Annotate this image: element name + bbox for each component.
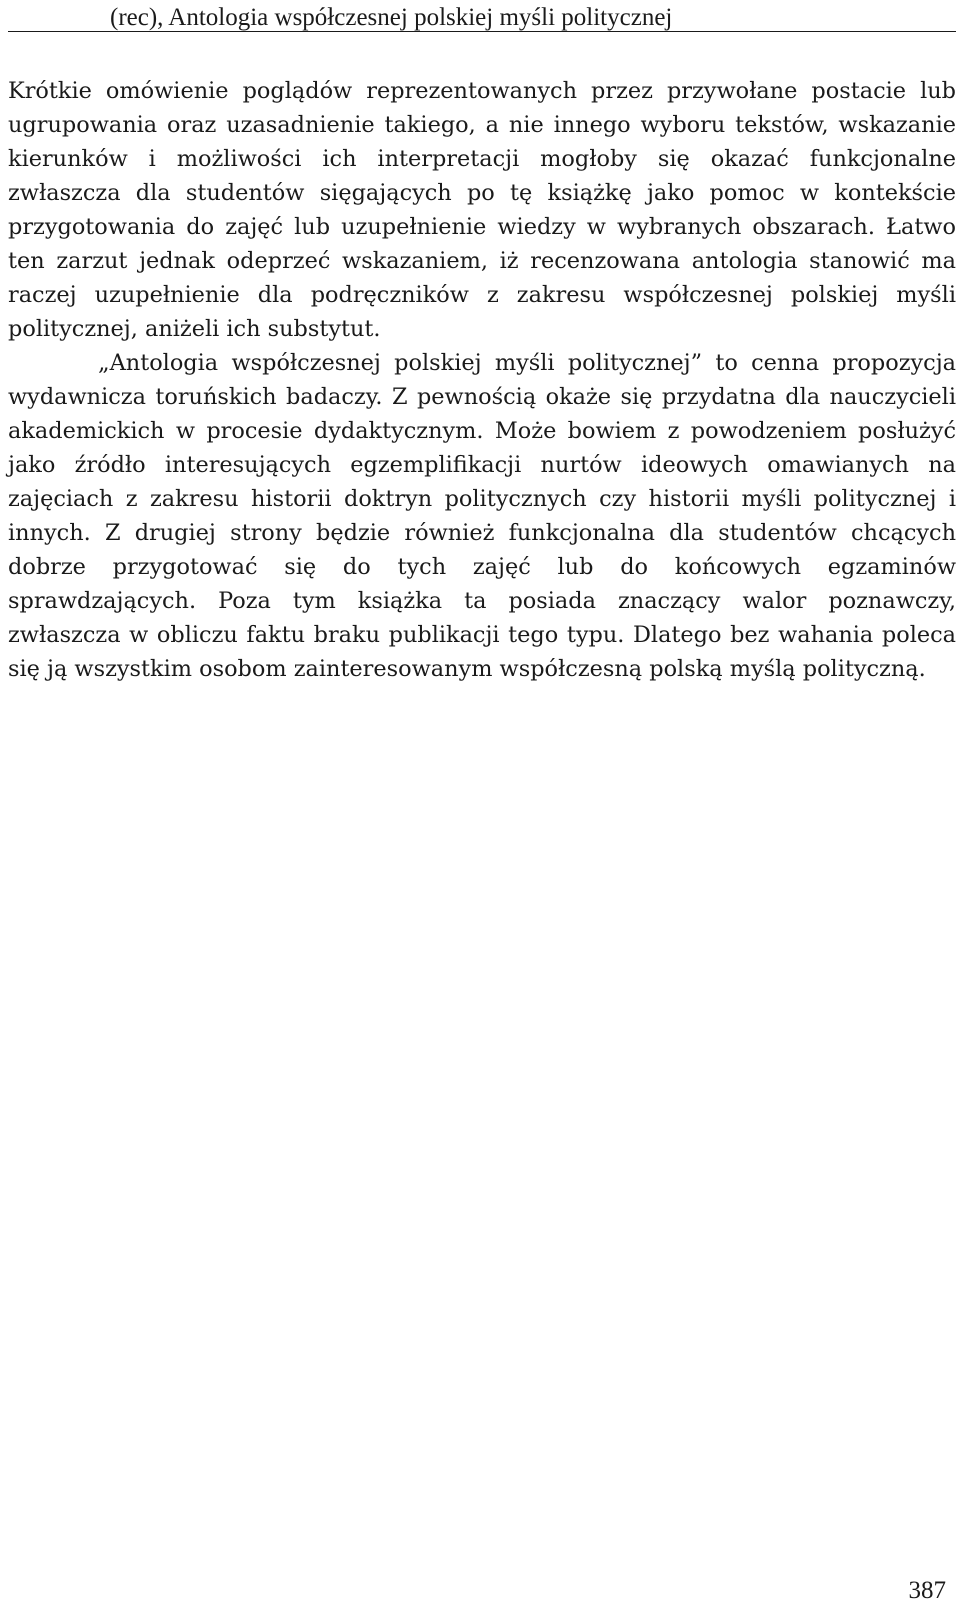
running-header — [8, 2, 956, 36]
paragraph-2: „Antologia współczesnej polskiej myśli politycznej” to cenna propozycja wydawnicza toruńskich badaczy. Z pewnością okaże się przydatna dla nauczycieli akademickich w procesie dydaktycznym. Może bowiem z powodzeniem posłużyć jako źródło interesujących egzemplifikacji nurtów ideowych omawianych na zajęciach z zakresu historii doktryn politycznych czy historii myśli politycznej i innych. Z drugiej strony będzie również funkcjonalna dla studentów chcących dobrze przygotować się do tych zajęć lub do końcowych egzaminów sprawdzających. Poza tym książka ta posiada znaczący walor poznawczy, zwłaszcza w obliczu faktu braku publikacji tego typu. Dlatego bez wahania poleca się ją wszystkim osobom zainteresowanym współczesną polską myślą polityczną. — [8, 350, 956, 682]
body-text — [8, 74, 956, 686]
header-rule-right — [672, 5, 956, 32]
header-rule-left — [8, 5, 110, 32]
header-title: (rec), Antologia współczesnej polskiej myśli politycznej — [110, 4, 673, 31]
page-number: 387 — [908, 1577, 946, 1604]
paragraph-1: Krótkie omówienie poglądów reprezentowanych przez przywołane postacie lub ugrupowania oraz uzasadnienie takiego, a nie innego wyboru tekstów, wskazanie kierunków i możliwości ich interpretacji mogłoby się okazać funkcjonalne zwłaszcza dla studentów sięgających po tę książkę jako pomoc w kontekście przygotowania do zajęć lub uzupełnienie wiedzy w wybranych obszarach. Łatwo ten zarzut jednak odeprzeć wskazaniem, iż recenzowana antologia stanowić ma raczej uzupełnienie dla podręczników z zakresu współczesnej polskiej myśli politycznej, aniżeli ich substytut. — [8, 78, 956, 342]
